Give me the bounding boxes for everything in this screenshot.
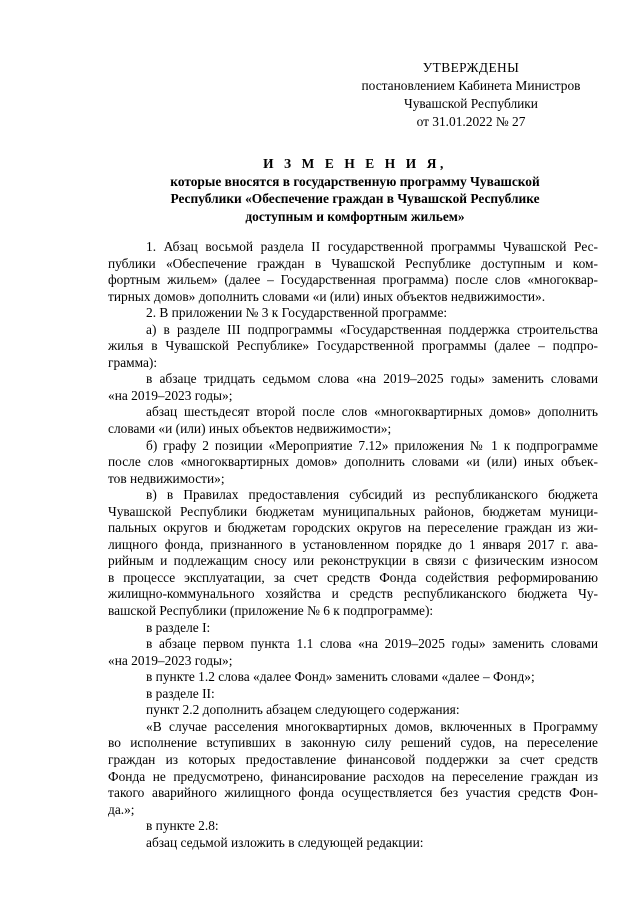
text-line: вашской Республики (приложение № 6 к подпрограмме): xyxy=(108,603,434,619)
text-line: рийным и подлежащим сносу или реконструкции в связи с физическим износом xyxy=(108,553,598,569)
text-line: «на 2019–2023 годы»; xyxy=(108,387,233,403)
text-line: в абзаце тридцать седьмом слова «на 2019–2025 годы» заменить словами xyxy=(146,371,598,387)
text-line: в абзаце первом пункта 1.1 слова «на 2019–2025 годы» заменить словами xyxy=(146,636,598,652)
document-title xyxy=(90,155,620,225)
text-line: пальных округов и бюджетам городских округов на переселение граждан из жи- xyxy=(108,520,598,536)
text-line: тов недвижимости»; xyxy=(108,470,225,486)
text-line: грамма): xyxy=(108,354,158,370)
text-line: пункт 2.2 дополнить абзацем следующего содержания: xyxy=(146,702,460,718)
document-body xyxy=(108,239,598,851)
approval-heading: УТВЕРЖДЕНЫ xyxy=(422,60,520,75)
text-line: после слов «многоквартирных домов» дополнить словами «и (или) иных объек- xyxy=(108,454,598,470)
approval-authority: постановлением Кабинета Министров xyxy=(361,78,581,93)
text-line: Фонда не предусмотрено, финансирование расходов на переселение граждан из xyxy=(108,768,598,784)
text-line: граждан из которых предоставление финансовой поддержки за счет средств xyxy=(108,751,598,767)
text-line: в пункте 1.2 слова «далее Фонд» заменить словами «далее – Фонд»; xyxy=(146,669,535,685)
title-line: доступным и комфортным жильем» xyxy=(245,208,465,224)
text-line: в пункте 2.8: xyxy=(146,818,219,834)
text-line: тирных домов» дополнить словами «и (или) иных объектов недвижимости». xyxy=(108,288,546,304)
text-line: «В случае расселения многоквартирных домов, включенных в Программу xyxy=(146,718,598,734)
text-line: лищного фонда, признанного в установленном порядке до 1 января 2017 г. ава- xyxy=(108,536,598,552)
approval-stamp xyxy=(340,59,602,131)
text-line: а) в разделе III подпрограммы «Государственная поддержка строительства xyxy=(146,321,598,337)
title-line: Республики «Обеспечение граждан в Чувашской Республике xyxy=(170,191,540,206)
title-line: которые вносятся в государственную программу Чувашской xyxy=(170,173,540,189)
text-line: в разделе I: xyxy=(146,619,211,635)
text-line: в) в Правилах предоставления субсидий из республиканского бюджета xyxy=(146,487,598,503)
text-line: фортным жильем» (далее – Государственная программа) после слов «многоквар- xyxy=(108,272,598,288)
text-line: «на 2019–2023 годы»; xyxy=(108,652,233,668)
text-line: 1. Абзац восьмой раздела II государственной программы Чувашской Рес- xyxy=(146,239,598,254)
text-line: во исполнение вступивших в законную силу решений судов, на переселение xyxy=(108,735,598,751)
approval-region: Чувашской Республики xyxy=(404,96,538,111)
text-line: 2. В приложении № 3 к Государственной программе: xyxy=(146,305,448,321)
text-line: жилищно-коммунального хозяйства и средств республиканского бюджета Чу- xyxy=(108,586,598,602)
text-line: такого аварийного жилищного фонда осуществляется без участия средств Фон- xyxy=(108,785,598,801)
title-heading: И З М Е Н Е Н И Я, xyxy=(263,156,447,171)
text-line: абзац седьмой изложить в следующей редакции: xyxy=(146,834,424,850)
text-line: в разделе II: xyxy=(146,685,215,701)
text-line: Чувашской Республики бюджетам муниципальных районов, бюджетам муници- xyxy=(108,503,598,519)
text-line: в процессе эксплуатации, за счет средств Фонда содействия реформированию xyxy=(108,569,598,585)
text-line: б) графу 2 позиции «Мероприятие 7.12» приложения № 1 к подпрограмме xyxy=(146,437,598,453)
text-line: словами «и (или) иных объектов недвижимости»; xyxy=(108,421,392,437)
text-line: абзац шестьдесят второй после слов «многоквартирных домов» дополнить xyxy=(146,404,598,420)
text-line: жилья в Чувашской Республике» Государственной программы (далее – подпро- xyxy=(108,338,598,354)
text-line: публики «Обеспечение граждан в Чувашской Республике доступным и ком- xyxy=(108,255,598,271)
approval-date-number: от 31.01.2022 № 27 xyxy=(416,114,526,129)
text-line: да.»; xyxy=(108,801,135,817)
